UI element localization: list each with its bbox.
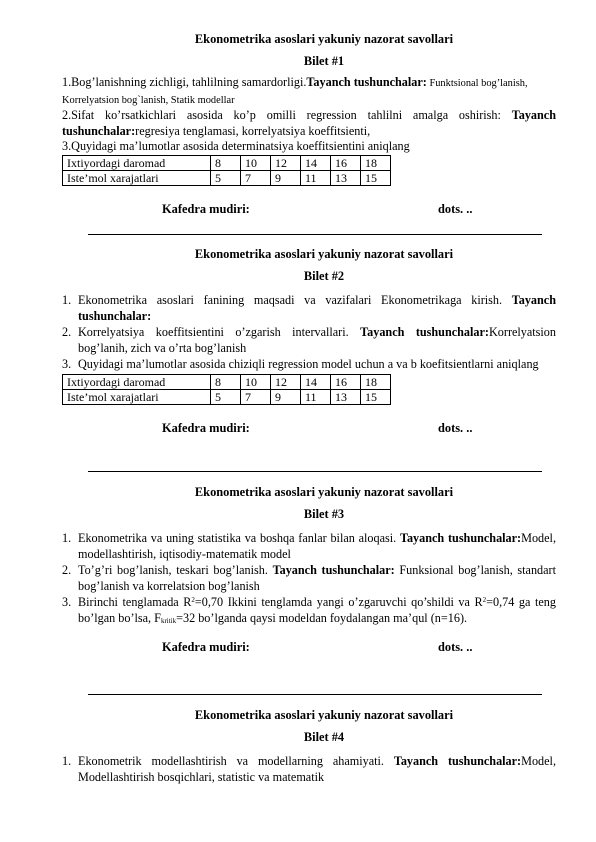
ticket-4 (62, 708, 556, 786)
question-2 (62, 563, 556, 594)
table-cell: Iste’mol xarajatlari (63, 389, 211, 404)
question-2 (62, 325, 556, 356)
question-list (62, 531, 556, 626)
question-text: =0,74 ga teng bo’lgan bo’lsa, F (78, 595, 556, 625)
table-cell: 5 (211, 389, 241, 404)
table-cell: Ixtiyordagi daromad (63, 374, 211, 389)
question-text: Birinchi tenglamada R (78, 595, 192, 609)
question-number: 3. (62, 357, 72, 371)
table-cell: 14 (301, 155, 331, 170)
superscript: 2 (482, 596, 487, 604)
question-number: 3. (62, 595, 72, 609)
superscript: 2 (191, 596, 195, 604)
signature-label: Kafedra mudiri: (162, 640, 250, 654)
subscript: kritik (160, 616, 177, 625)
keywords-label: Tayanch tushunchalar: (78, 293, 556, 323)
signature-label: Kafedra mudiri: (162, 201, 250, 216)
data-table (62, 374, 391, 405)
ticket-title: Ekonometrika asoslari yakuniy nazorat savollari (194, 485, 454, 499)
question-3 (62, 595, 556, 626)
keywords: Model, Modellashtirish bosqichlari, statistic va matematik (78, 754, 556, 784)
table-cell: 16 (331, 374, 361, 389)
question-text: Korrelyatsiya koeffitsientini o’zgarish intervallari. (78, 325, 361, 339)
table-row (63, 155, 391, 170)
question-1 (62, 293, 556, 324)
question-number: 1. (62, 293, 72, 307)
table-cell: 9 (271, 170, 301, 185)
question-text: =0,70 Ikkini tenglamda yangi o’zgaruvchi qo’shildi va R (194, 595, 483, 609)
keywords-label: Tayanch tushunchalar: (272, 563, 395, 577)
keywords: Funksional bog’lanish, standart bog’lanish va korrelatsion bog’lanish (78, 563, 557, 593)
question-2 (62, 108, 556, 139)
divider (88, 694, 542, 695)
table-cell: 13 (331, 170, 361, 185)
question-1 (62, 754, 556, 785)
table-cell: 9 (271, 389, 301, 404)
ticket-number: Bilet #2 (303, 268, 345, 283)
keywords: Korrelyatsion bog’lanih, zich va o’rta bog’lanish (78, 325, 556, 355)
table-cell: 11 (301, 389, 331, 404)
ticket-title: Ekonometrika asoslari yakuniy nazorat savollari (194, 247, 454, 261)
signature-line (62, 421, 556, 437)
signature-label: Kafedra mudiri: (162, 420, 250, 435)
signature-title: dots. .. (438, 640, 473, 654)
ticket-number: Bilet #1 (303, 53, 345, 68)
question-text: 1.Bog’lanishning zichligi, tahlilning samardorligi. (62, 75, 307, 89)
table-cell: 14 (301, 374, 331, 389)
question-number: 1. (62, 754, 72, 768)
table-cell: 7 (241, 389, 271, 404)
question-text: Ekonometrika va uning statistika va boshqa fanlar bilan aloqasi. (78, 531, 400, 545)
table-cell: 13 (331, 389, 361, 404)
table-cell: 12 (271, 155, 301, 170)
signature-title: dots. .. (438, 201, 473, 216)
table-cell: 18 (361, 374, 391, 389)
question-3 (62, 357, 556, 373)
data-table (62, 155, 391, 186)
keywords: Funktsional bog’lanish, Korrelyatsion bog`lanish, Statik modellar (62, 78, 528, 106)
table-cell: 7 (241, 170, 271, 185)
table-cell: 11 (301, 170, 331, 185)
signature-title: dots. .. (438, 420, 473, 435)
signature-line (62, 640, 556, 656)
question-number: 1. (62, 531, 72, 545)
question-list (62, 293, 556, 373)
question-text: Ekonometrik modellashtirish va modellarning ahamiyati. (78, 754, 394, 768)
table-cell: 10 (241, 155, 271, 170)
table-cell: 8 (211, 374, 241, 389)
table-cell: 8 (211, 155, 241, 170)
ticket-1 (62, 32, 556, 218)
question-text: Quyidagi ma’lumotlar asosida chiziqli regression model uchun a va b koefitsientlarni aniqlang (78, 357, 539, 371)
table-cell: 18 (361, 155, 391, 170)
table-cell: 15 (361, 170, 391, 185)
question-text: =32 bo’lganda qaysi modeldan foydalangan ma’qul (n=16). (176, 610, 468, 625)
keywords-label: Tayanch tushunchalar: (62, 108, 556, 138)
keywords-label: Tayanch tushunchalar: (393, 754, 522, 768)
question-3: 3.Quyidagi ma’lumotlar asosida determinatsiya koeffitsientini aniqlang (62, 139, 410, 153)
ticket-2 (62, 247, 556, 437)
table-row (63, 389, 391, 404)
question-text: Ekonometrika asoslari fanining maqsadi va vazifalari Ekonometrikaga kirish. (78, 293, 512, 307)
signature-line (62, 202, 556, 218)
divider (88, 471, 542, 472)
table-row (63, 170, 391, 185)
divider (88, 234, 542, 235)
ticket-number: Bilet #4 (303, 729, 345, 744)
keywords-label: Tayanch tushunchalar: (360, 325, 489, 339)
table-cell: 5 (211, 170, 241, 185)
keywords-label: Tayanch tushunchalar: (306, 75, 427, 89)
question-list (62, 754, 556, 785)
table-row (63, 374, 391, 389)
ticket-number: Bilet #3 (303, 506, 345, 521)
table-cell: 16 (331, 155, 361, 170)
question-text: 2.Sifat ko’rsatkichlari asosida ko’p omilli regression tahlilni amalga oshirish: (62, 108, 512, 122)
keywords-label: Tayanch tushunchalar: (399, 531, 522, 545)
keywords: regresiya tenglamasi, korrelyatsiya koeffitsienti, (135, 123, 371, 138)
table-cell: 12 (271, 374, 301, 389)
table-cell: 15 (361, 389, 391, 404)
table-cell: Iste’mol xarajatlari (63, 170, 211, 185)
table-cell: Ixtiyordagi daromad (63, 155, 211, 170)
ticket-3 (62, 485, 556, 656)
ticket-title: Ekonometrika asoslari yakuniy nazorat savollari (194, 708, 454, 722)
question-number: 2. (62, 563, 72, 577)
table-cell: 10 (241, 374, 271, 389)
keywords: Model, modellashtirish, iqtisodiy-matematik model (78, 531, 556, 561)
question-number: 2. (62, 325, 72, 339)
question-text: To’g’ri bog’lanish, teskari bog’lanish. (78, 563, 273, 577)
ticket-title: Ekonometrika asoslari yakuniy nazorat savollari (194, 32, 454, 46)
question-1 (62, 531, 556, 562)
question-1 (62, 75, 556, 108)
